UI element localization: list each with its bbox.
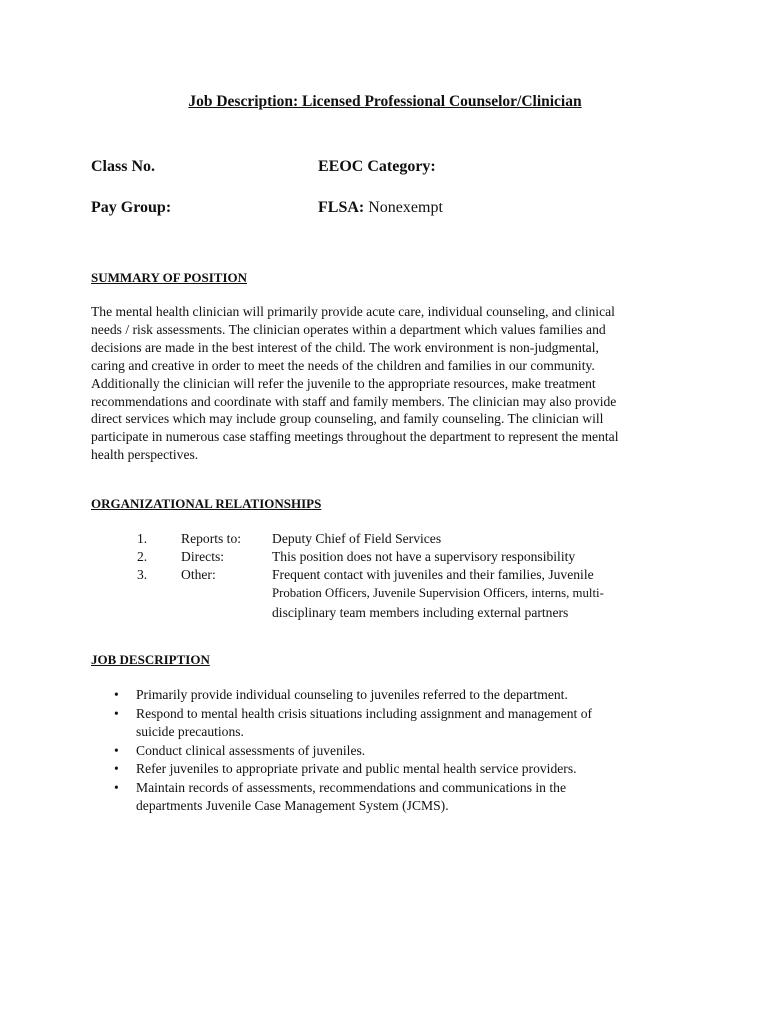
org-item-description-continued: Probation Officers, Juvenile Supervision Officers, interns, multi-	[272, 586, 604, 600]
job-description-heading: JOB DESCRIPTION	[91, 652, 210, 667]
job-duty-line: Refer juveniles to appropriate private and public mental health service providers.	[136, 761, 577, 776]
flsa-value: Nonexempt	[368, 199, 443, 216]
summary-line: direct services which may include group counseling, and family counseling. The clinician will	[91, 411, 604, 427]
job-duty-text	[136, 686, 691, 705]
job-duty-line: Maintain records of assessments, recommendations and communications in the	[136, 779, 566, 795]
job-duty-line: Primarily provide individual counseling to juveniles referred to the department.	[136, 687, 568, 702]
org-item-role: Reports to:	[181, 531, 242, 546]
job-duty-line: Respond to mental health crisis situations including assignment and management of	[136, 705, 593, 721]
eeoc-category-label: EEOC Category:	[318, 158, 436, 175]
org-relationships-heading: ORGANIZATIONAL RELATIONSHIPS	[91, 496, 322, 511]
job-duty-text	[136, 760, 691, 779]
job-duty-item	[91, 705, 691, 742]
pay-group-field	[91, 199, 171, 217]
org-relationship-row	[91, 548, 691, 566]
flsa-label: FLSA:	[318, 199, 365, 216]
job-duty-line: departments Juvenile Case Management System (JCMS).	[136, 798, 449, 813]
summary-line: The mental health clinician will primarily provide acute care, individual counseling, and clinical	[91, 304, 615, 319]
summary-line: health perspectives.	[91, 447, 199, 463]
job-duty-line: Conduct clinical assessments of juveniles.	[136, 742, 366, 758]
summary-line: participate in numerous case staffing meetings throughout the department to represent the mental	[91, 429, 619, 445]
bullet-icon: •	[114, 779, 119, 795]
org-item-description: This position does not have a supervisory responsibility	[272, 549, 576, 564]
page-title: Job Description: Licensed Professional Counselor/Clinician	[188, 93, 582, 110]
class-no-label: Class No.	[91, 158, 156, 175]
org-item-description-continued: disciplinary team members including external partners	[272, 605, 569, 620]
summary-line: decisions are made in the best interest of the child. The work environment is non-judgmental,	[91, 339, 599, 355]
org-relationship-row	[91, 566, 691, 584]
pay-group-label: Pay Group:	[91, 199, 172, 216]
summary-line: Additionally the clinician will refer the juvenile to the appropriate resources, make treatment	[91, 375, 596, 391]
org-item-number: 1.	[137, 531, 148, 546]
summary-line: caring and creative in order to meet the needs of the children and families in our community.	[91, 357, 595, 373]
summary-heading: SUMMARY OF POSITION	[91, 270, 248, 285]
org-item-role: Directs:	[181, 549, 225, 564]
eeoc-category-field	[318, 158, 436, 176]
summary-line: needs / risk assessments. The clinician operates within a department which values families and	[91, 321, 606, 337]
org-relationship-continuation	[91, 604, 691, 624]
flsa-field	[318, 199, 443, 217]
org-relationship-continuation	[91, 584, 691, 604]
class-no-field	[91, 158, 155, 176]
job-duty-item	[91, 742, 691, 761]
org-item-number: 2.	[137, 549, 148, 564]
org-item-description: Frequent contact with juveniles and their families, Juvenile	[272, 567, 594, 582]
org-relationship-row	[91, 530, 691, 548]
summary-line: recommendations and coordinate with staff and family members. The clinician may also provide	[91, 393, 617, 409]
job-duty-item	[91, 686, 691, 705]
job-duties-list	[91, 686, 691, 816]
job-duty-item	[91, 760, 691, 779]
job-duty-item	[91, 779, 691, 816]
bullet-icon: •	[114, 742, 119, 758]
org-item-role: Other:	[181, 567, 216, 582]
summary-paragraph	[91, 303, 691, 464]
job-duty-text	[136, 705, 691, 742]
org-item-number: 3.	[137, 567, 148, 582]
bullet-icon: •	[114, 761, 119, 776]
org-item-description: Deputy Chief of Field Services	[272, 531, 442, 546]
job-duty-text	[136, 742, 691, 761]
job-duty-text	[136, 779, 691, 816]
job-duty-line: suicide precautions.	[136, 724, 244, 739]
bullet-icon: •	[114, 687, 119, 702]
org-relationships-list	[91, 530, 691, 624]
bullet-icon: •	[114, 705, 119, 721]
